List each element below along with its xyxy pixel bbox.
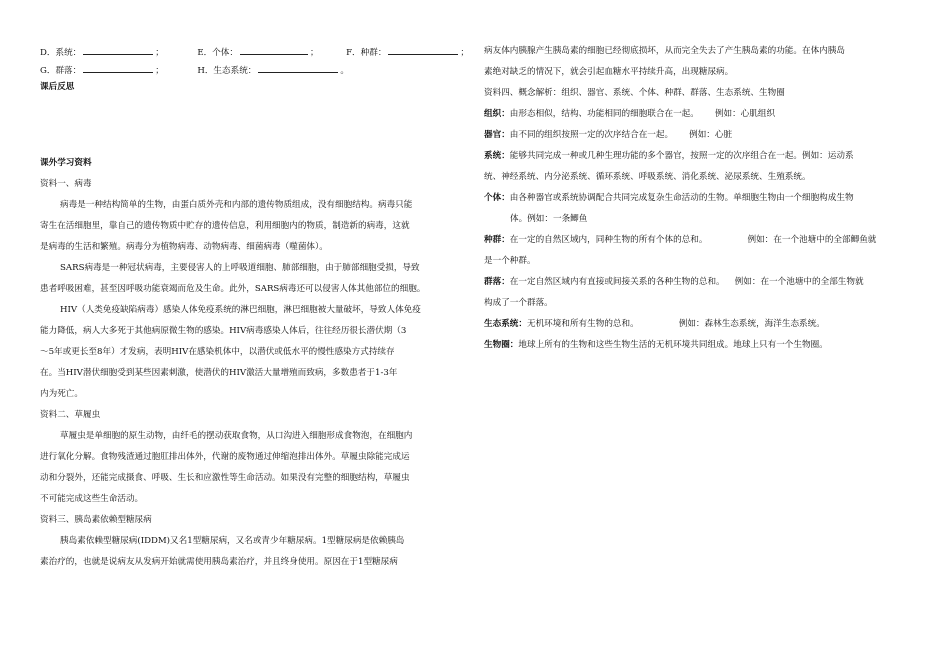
concept-term: 种群： [484,235,510,245]
concept-term: 个体： [484,193,510,203]
concept-population-cont: 是一个种群。 [484,256,536,266]
fill-label-e: E．个体： [197,48,238,58]
virus-para1-line: 寄生在活细胞里，靠自己的遗传物质中贮存的遗传信息，利用细胞内的物质，制造新的病毒，这就 [40,221,410,231]
concept-population: 种群：在一定的自然区域内，同种生物的所有个体的总和。 例如：在一个池塘中的全部鲫鱼就 [484,235,877,245]
concept-term: 生态系统： [484,319,527,329]
concept-system: 系统：能够共同完成一种或几种生理功能的多个器官，按照一定的次序组合在一起。例如：运动系 [484,151,854,161]
concepts-title: 资料四、概念解析：组织、器官、系统、个体、种群、群落、生态系统、生物圈 [484,88,785,98]
concept-community-cont: 构成了一个群落。 [484,298,553,308]
concept-individual-cont: 体。例如：一条鲫鱼 [510,214,588,224]
diabetes-cont-line: 素绝对缺乏的情况下，就会引起血糖水平持续升高，出现糖尿病。 [484,67,734,77]
concept-individual: 个体：由各种器官或系统协调配合共同完成复杂生命活动的生物。单细胞生物由一个细胞构成生物 [484,193,854,203]
blank-d[interactable] [83,45,153,55]
fill-blank-row-2: G．群落： ； H．生态系统： 。 [40,63,349,77]
fill-label-h: H．生态系统： [197,66,257,76]
virus-para3-line: 在。当HIV潜伏细胞受到某些因素刺激，使潜伏的HIV激活大量增殖而致病，多数患者于1-3年 [40,368,398,378]
concept-term: 群落： [484,277,510,287]
virus-para3-line: 内为死亡。 [40,389,83,399]
fill-label-f: F．种群： [346,48,387,58]
virus-para1-line: 是病毒的生活和繁殖。病毒分为植物病毒、动物病毒、细菌病毒（噬菌体）。 [40,242,328,252]
fill-label-d: D．系统： [40,48,82,58]
diabetes-line: 胰岛素依赖型糖尿病(IDDM)又名1型糖尿病，又名或青少年糖尿病。1型糖尿病是依赖胰岛 [60,536,405,546]
blank-g[interactable] [83,63,153,73]
reflection-title: 课后反思 [40,82,75,92]
concept-organ: 器官：由不同的组织按照一定的次序结合在一起。 例如：心脏 [484,130,733,140]
concept-term: 系统： [484,151,510,161]
virus-para2-line: SARS病毒是一种冠状病毒，主要侵害人的上呼吸道细胞、肺部细胞，由于肺部细胞受损，导致 [60,263,420,273]
fill-label-g: G．群落： [40,66,82,76]
concept-tissue: 组织：由形态相似，结构、功能相同的细胞联合在一起。 例如：心肌组织 [484,109,776,119]
concept-biosphere: 生物圈：地球上所有的生物和这些生物生活的无机环境共同组成。地球上只有一个生物圈。 [484,340,828,350]
concept-system-cont: 统、神经系统、内分泌系统、循环系统、呼吸系统、消化系统、泌尿系统、生殖系统。 [484,172,811,182]
fill-blank-row-1: D．系统： ； E．个体： ； F．种群： ； [40,45,469,59]
paramecium-line: 草履虫是单细胞的原生动物，由纤毛的摆动获取食物，从口沟进入细胞形成食物泡，在细胞内 [60,431,413,441]
paramecium-line: 不可能完成这些生命活动。 [40,494,144,504]
virus-para2-line: 患者呼吸困难，甚至因呼吸功能衰竭而危及生命。此外，SARS病毒还可以侵害人体其他部位的细胞。 [40,284,426,294]
virus-para3-line: 能力降低，病人大多死于其他病原微生物的感染。HIV病毒感染人体后，往往经历很长潜伏期（3 [40,326,407,336]
virus-para1-line: 病毒是一种结构简单的生物，由蛋白质外壳和内部的遗传物质组成，没有细胞结构。病毒只能 [60,200,413,210]
paramecium-line: 动和分裂外，还能完成摄食、呼吸、生长和应激性等生命活动。如果没有完整的细胞结构，草履虫 [40,473,410,483]
concept-term: 器官： [484,130,510,140]
paramecium-title: 资料二、草履虫 [40,410,101,420]
blank-f[interactable] [388,45,458,55]
concept-ecosystem: 生态系统：无机环境和所有生物的总和。 例如：森林生态系统，海洋生态系统。 [484,319,825,329]
virus-para3-line: ～5年或更长至8年）才发病，表明HIV在感染机体中，以潜伏或低水平的慢性感染方式持续存 [40,347,395,357]
blank-h[interactable] [258,63,338,73]
virus-title: 资料一、病毒 [40,179,92,189]
concept-term: 组织： [484,109,510,119]
study-title: 课外学习资料 [40,158,92,168]
diabetes-line: 素治疗的，也就是说病友从发病开始就需使用胰岛素治疗，并且终身使用。原因在于1型糖尿病 [40,557,398,567]
paramecium-line: 进行氧化分解。食物残渣通过胞肛排出体外，代谢的废物通过伸缩泡排出体外。草履虫除能完成运 [40,452,410,462]
blank-e[interactable] [240,45,308,55]
diabetes-title: 资料三、胰岛素依赖型糖尿病 [40,515,152,525]
concept-term: 生物圈： [484,340,519,350]
virus-para3-line: HIV（人类免疫缺陷病毒）感染人体免疫系统的淋巴细胞，淋巴细胞被大量破坏，导致人体免疫 [60,305,421,315]
diabetes-cont-line: 病友体内胰腺产生胰岛素的细胞已经彻底损坏，从而完全失去了产生胰岛素的功能。在体内胰岛 [484,46,845,56]
concept-community: 群落：在一定自然区域内有直接或间接关系的各种生物的总和。 例如：在一个池塘中的全部生物就 [484,277,864,287]
